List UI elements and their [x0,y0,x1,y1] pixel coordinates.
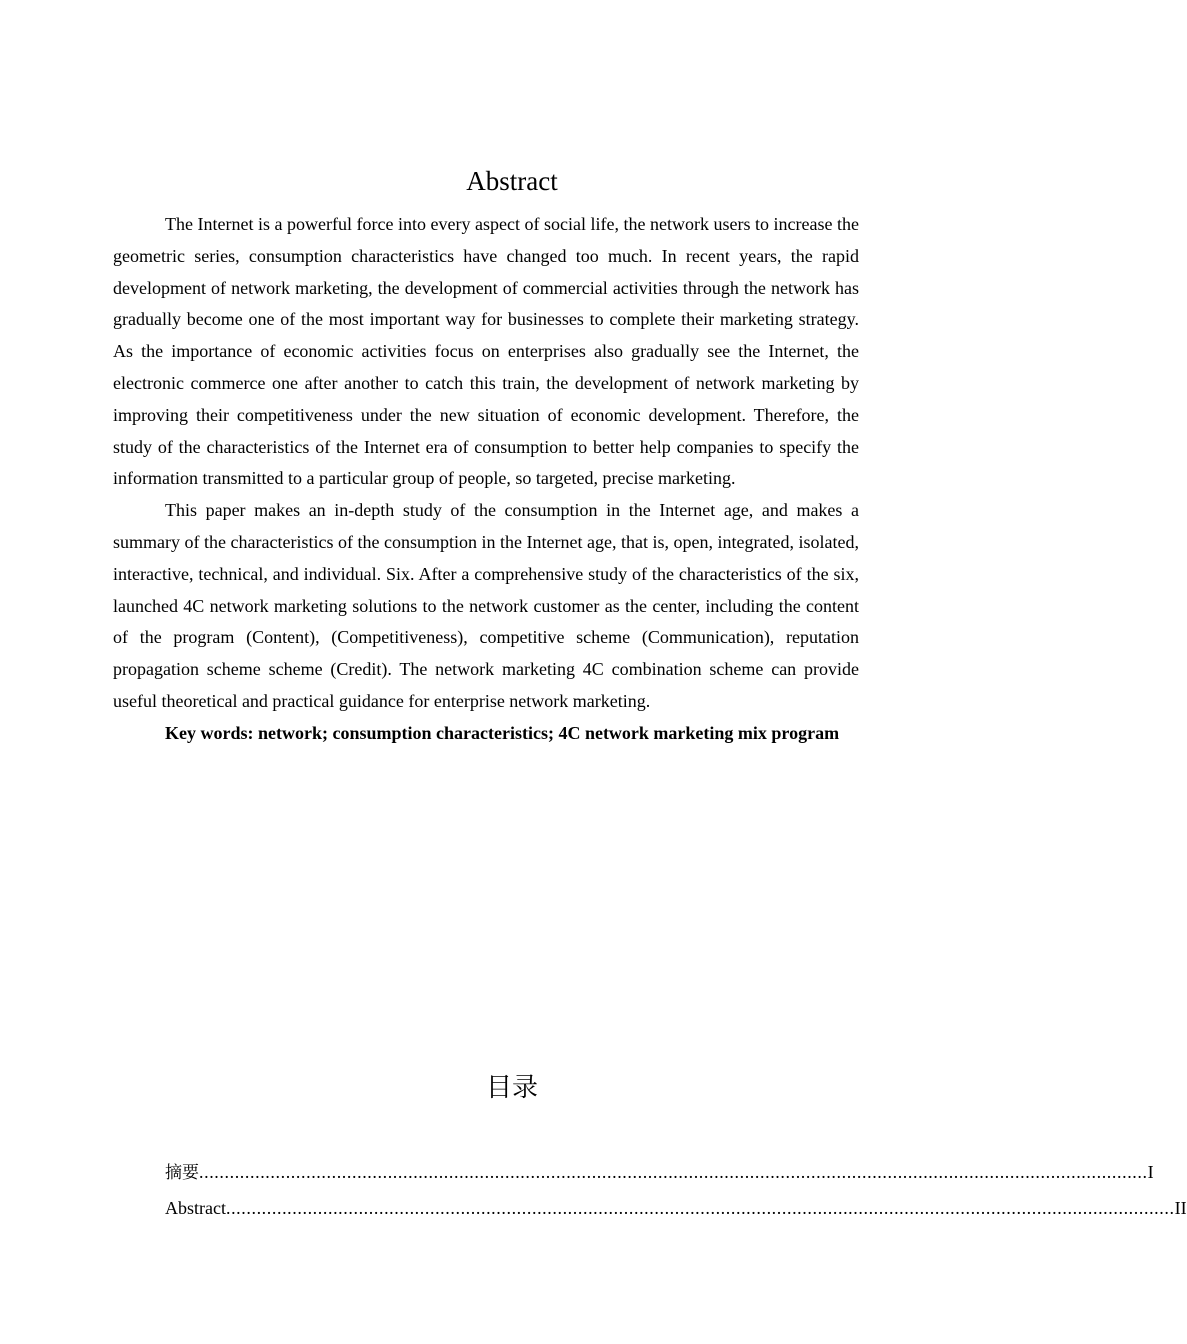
toc-leader-dots: .......................................................................................................................................................................................... [199,1162,1148,1182]
toc-entry-page: II [1174,1198,1187,1218]
abstract-paragraph-1: The Internet is a powerful force into every aspect of social life, the network users to increase the geometric series, consumption characteristics have changed too much. In recent years, the rapid development of network marketing, the development of commercial activities through the network has gradually become one of the most important way for businesses to complete their marketing strategy. As the importance of economic activities focus on enterprises also gradually see the Internet, the electronic commerce one after another to catch this train, the development of network marketing by improving their competitiveness under the new situation of economic development. Therefore, the study of the characteristics of the Internet era of consumption to better help companies to specify the information transmitted to a particular group of people, so targeted, precise marketing. [113,214,859,489]
toc-entry-label: Abstract [165,1198,226,1218]
abstract-title: Abstract [466,166,558,196]
table-of-contents [165,1157,1187,1229]
toc-entry-abstract-cn[interactable] [165,1157,1154,1193]
abstract-keywords: Key words: network; consumption characteristics; 4C network marketing mix program [165,722,840,743]
toc-entry-page: I [1147,1162,1154,1182]
toc-leader-dots: .......................................................................................................................................................................................... [225,1198,1175,1218]
abstract-body [113,209,859,750]
toc-entry-abstract-en[interactable] [165,1193,1187,1229]
toc-title: 目录 [485,1073,538,1103]
toc-entry-label: 摘要 [165,1163,199,1183]
abstract-paragraph-2: This paper makes an in-depth study of the consumption in the Internet age, and makes a summary of the characteristics of the consumption in the Internet age, that is, open, integrated, isolated, interactive, technical, and individual. Six. After a comprehensive study of the characteristics of the six, launched 4C network marketing solutions to the network customer as the center, including the content of the program (Content), (Competitiveness), competitive scheme (Communication), reputation propagation scheme scheme (Credit). The network marketing 4C combination scheme can provide useful theoretical and practical guidance for enterprise network marketing. [113,500,859,711]
